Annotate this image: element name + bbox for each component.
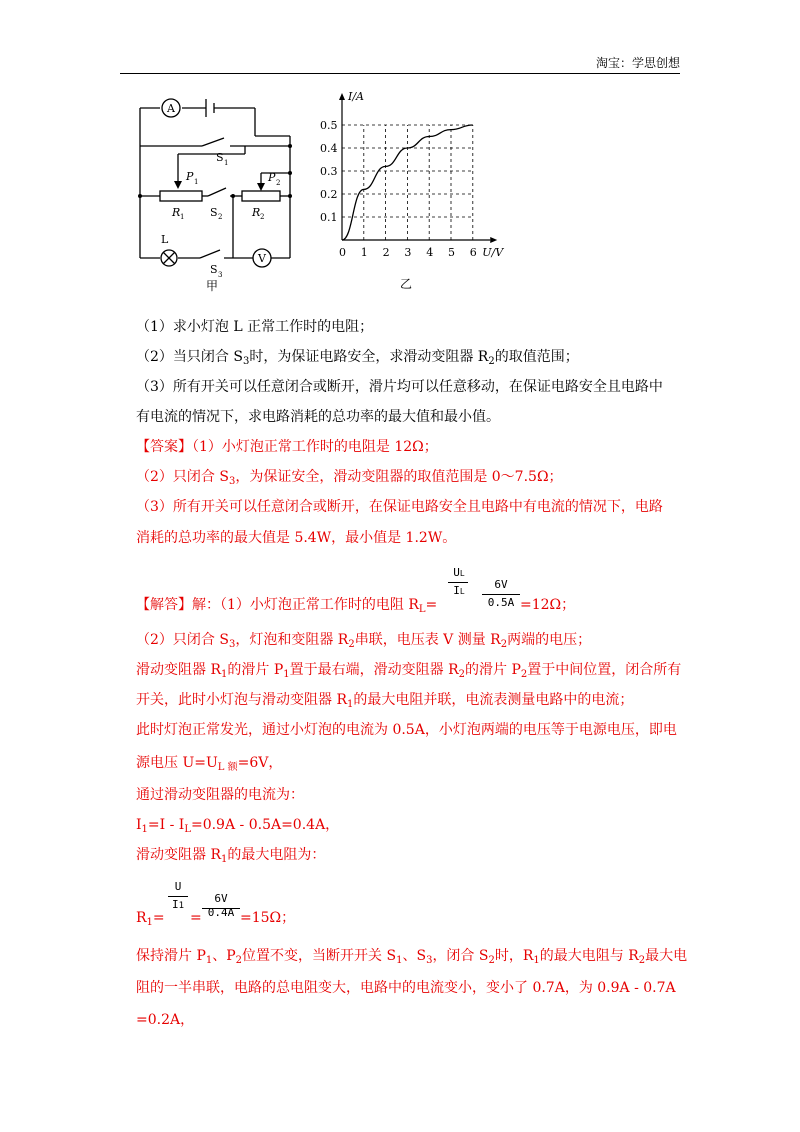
solution-line-7: 通过滑动变阻器的电流为： <box>136 787 304 803</box>
question-3-line-1: （3）所有开关可以任意闭合或断开，滑片均可以任意移动，在保证电路安全且电路中 <box>136 379 663 395</box>
p1-label: P <box>186 170 194 183</box>
y-tick-label: 0.3 <box>320 165 338 178</box>
frac3-bottom: I1 <box>171 898 185 911</box>
caption-jia: 甲 <box>206 279 219 293</box>
frac1-top: UL <box>453 566 465 579</box>
answer-line-3: （3）所有开关可以任意闭合或断开，在保证电路安全且电路中有电流的情况下，电路 <box>136 499 663 515</box>
x-tick-label: 4 <box>426 246 434 259</box>
solution-line-8: $I_1=I - I_L=0.9A - 0.5A=0.4A$， <box>136 817 340 835</box>
frac1-bar <box>448 582 468 583</box>
solution-line-9: 滑动变阻器 $R_1$的最大电阻为： <box>136 847 326 865</box>
answer-line-4: 消耗的总功率的最大值是 5.4W，最小值是 1.2W。 <box>136 530 457 546</box>
y-axis-label: I/A <box>348 90 364 103</box>
frac2-bar <box>482 594 520 595</box>
x-tick-label: 0 <box>339 246 346 259</box>
s3-sub: 3 <box>218 271 223 279</box>
solution-line-1-end: =12Ω； <box>520 597 576 613</box>
frac2-bottom: 0.5A <box>487 596 515 609</box>
r1-label: R <box>172 206 181 219</box>
x-tick-label: 6 <box>469 246 477 259</box>
page-header <box>120 54 680 74</box>
s3-label: S <box>210 263 218 276</box>
answer-tag: 【答案】 <box>136 439 192 455</box>
answer-line-2: （2）只闭合 $S_3$，为保证安全，滑动变阻器的取值范围是 0～7.5Ω； <box>136 469 563 487</box>
solution-line-13: =0.2A， <box>136 1012 195 1028</box>
answer-line-1: 【答案】（1）小灯泡正常工作时的电阻是 12Ω； <box>136 439 438 455</box>
frac3-top: U <box>174 880 182 893</box>
question-3-line-2: 有电流的情况下，求电路消耗的总功率的最大值和最小值。 <box>136 409 500 425</box>
frac1-bottom: IL <box>453 584 465 597</box>
solution-line-5: 此时灯泡正常发光，通过小灯泡的电流为 0.5A，小灯泡两端的电压等于电源电压，即电 <box>136 722 677 738</box>
y-tick-label: 0.4 <box>320 142 338 155</box>
figure <box>130 88 530 293</box>
frac2-top: 6V <box>494 578 508 591</box>
s2-sub: 2 <box>218 213 223 221</box>
x-axis-label: U/V <box>482 246 504 259</box>
header-rule <box>120 73 680 74</box>
r2-label: R <box>252 206 261 219</box>
solution-line-6: 源电压 $U=U_{L 额}=6V$， <box>136 755 283 773</box>
question-1: （1）求小灯泡 L 正常工作时的电阻； <box>136 319 374 335</box>
solution-line-1: 【解答】解：（1）小灯泡正常工作时的电阻 $R_L=$ <box>136 597 438 615</box>
lamp-label: L <box>161 233 169 246</box>
p2-sub: 2 <box>276 179 281 187</box>
solution-line-10-eq: = <box>190 910 202 926</box>
header-text: 淘宝：学思创想 <box>595 56 680 70</box>
x-tick-label: 1 <box>360 246 368 259</box>
voltmeter-label: V <box>258 252 266 265</box>
s2-label: S <box>210 206 218 219</box>
caption-yi: 乙 <box>400 277 413 291</box>
x-tick-label: 5 <box>448 246 455 259</box>
iv-graph <box>320 90 504 259</box>
ammeter-label: A <box>167 102 175 115</box>
s1-sub: 1 <box>224 159 229 167</box>
solution-line-11: 保持滑片 $P_1$、$P_2$位置不变，当断开开关 $S_1$、$S_3$，闭合 $S_2$时，$R_1$的最大电阻与 $R_2$最大电 <box>136 948 688 966</box>
s1-label: S <box>216 151 224 164</box>
solution-tag: 【解答】 <box>136 597 192 613</box>
solution-line-4: 开关，此时小灯泡与滑动变阻器 $R_1$的最大电阻并联，电流表测量电路中的电流； <box>136 692 634 710</box>
solution-line-10-end: =15Ω； <box>240 910 296 926</box>
x-axis-arrow <box>490 237 497 243</box>
frac4-bottom: 0.4A <box>207 906 235 919</box>
r2-sub: 2 <box>260 213 265 221</box>
solution-line-2: （2）只闭合 $S_3$，灯泡和变阻器 $R_2$串联，电压表 V 测量 $R_2$两端的电压； <box>136 632 592 650</box>
y-tick-label: 0.5 <box>320 119 338 132</box>
x-tick-label: 2 <box>382 246 390 259</box>
question-2: （2）当只闭合 $S_3$时，为保证电路安全，求滑动变阻器 $R_2$的取值范围； <box>136 349 579 367</box>
solution-line-12: 阻的一半串联，电路的总电阻变大，电路中的电流变小，变小了 0.7A，为 0.9A - 0.7A <box>136 980 676 996</box>
frac3-bar <box>168 896 188 897</box>
y-tick-label: 0.2 <box>320 188 338 201</box>
solution-line-3: 滑动变阻器 $R_1$的滑片 $P_1$置于最右端，滑动变阻器 $R_2$的滑片 $P_2$置于中间位置，闭合所有 <box>136 662 682 680</box>
x-tick-label: 3 <box>404 246 412 259</box>
p2-label: P <box>268 171 276 184</box>
r1-sub: 1 <box>180 213 185 221</box>
p1-sub: 1 <box>194 178 199 186</box>
y-tick-label: 0.1 <box>320 211 338 224</box>
y-axis-arrow <box>339 93 345 100</box>
solution-line-10: $R_1=$ <box>136 910 165 928</box>
frac4-top: 6V <box>214 892 228 905</box>
